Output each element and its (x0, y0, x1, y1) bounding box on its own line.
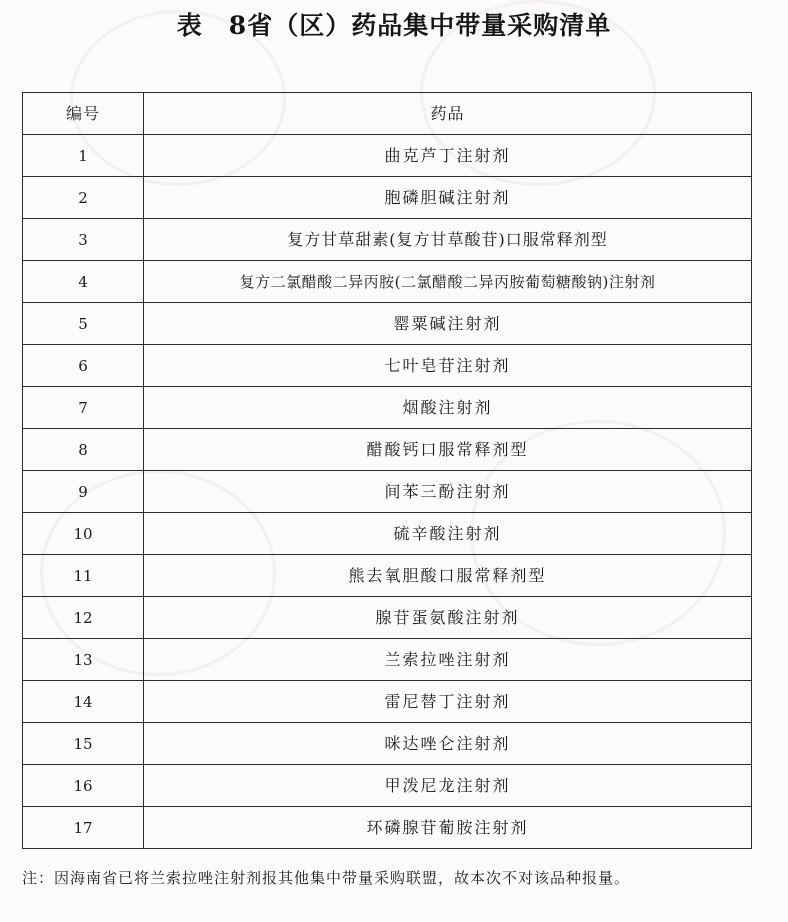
drug-name: 雷尼替丁注射剂 (144, 681, 752, 723)
row-number: 6 (23, 345, 144, 387)
row-number: 7 (23, 387, 144, 429)
column-header-drug: 药品 (144, 93, 752, 135)
table-row (23, 807, 752, 849)
drug-name: 甲泼尼龙注射剂 (144, 765, 752, 807)
table-row (23, 681, 752, 723)
row-number: 5 (23, 303, 144, 345)
drug-name: 咪达唑仑注射剂 (144, 723, 752, 765)
row-number: 1 (23, 135, 144, 177)
document-title: 表 8省（区）药品集中带量采购清单 (176, 11, 612, 40)
row-number: 15 (23, 723, 144, 765)
drug-name: 烟酸注射剂 (144, 387, 752, 429)
drug-name: 间苯三酚注射剂 (144, 471, 752, 513)
drug-name: 曲克芦丁注射剂 (144, 135, 752, 177)
table-row (23, 765, 752, 807)
row-number: 2 (23, 177, 144, 219)
row-number: 10 (23, 513, 144, 555)
table-row (23, 597, 752, 639)
table-row (23, 639, 752, 681)
row-number: 8 (23, 429, 144, 471)
table-row (23, 219, 752, 261)
row-number: 4 (23, 261, 144, 303)
column-header-number: 编号 (23, 93, 144, 135)
row-number: 17 (23, 807, 144, 849)
row-number: 16 (23, 765, 144, 807)
drug-name: 硫辛酸注射剂 (144, 513, 752, 555)
table-row (23, 555, 752, 597)
drug-name: 腺苷蛋氨酸注射剂 (144, 597, 752, 639)
drug-name: 胞磷胆碱注射剂 (144, 177, 752, 219)
table-row (23, 345, 752, 387)
table-row (23, 723, 752, 765)
table-row (23, 429, 752, 471)
table-row (23, 471, 752, 513)
row-number: 14 (23, 681, 144, 723)
row-number: 11 (23, 555, 144, 597)
table-row (23, 387, 752, 429)
drug-name: 醋酸钙口服常释剂型 (144, 429, 752, 471)
table-header-row (23, 93, 752, 135)
table-row (23, 261, 752, 303)
row-number: 3 (23, 219, 144, 261)
table-row (23, 513, 752, 555)
table-row (23, 135, 752, 177)
table-row (23, 177, 752, 219)
drug-name: 复方甘草甜素(复方甘草酸苷)口服常释剂型 (144, 219, 752, 261)
drug-name: 兰索拉唑注射剂 (144, 639, 752, 681)
drug-name: 七叶皂苷注射剂 (144, 345, 752, 387)
drug-list-table (22, 92, 752, 849)
drug-name: 罂粟碱注射剂 (144, 303, 752, 345)
drug-name: 环磷腺苷葡胺注射剂 (144, 807, 752, 849)
row-number: 9 (23, 471, 144, 513)
table-row (23, 303, 752, 345)
row-number: 12 (23, 597, 144, 639)
drug-name: 熊去氧胆酸口服常释剂型 (144, 555, 752, 597)
row-number: 13 (23, 639, 144, 681)
footnote: 注：因海南省已将兰索拉唑注射剂报其他集中带量采购联盟，故本次不对该品种报量。 (22, 869, 631, 887)
drug-name: 复方二氯醋酸二异丙胺(二氯醋酸二异丙胺葡萄糖酸钠)注射剂 (144, 261, 752, 303)
